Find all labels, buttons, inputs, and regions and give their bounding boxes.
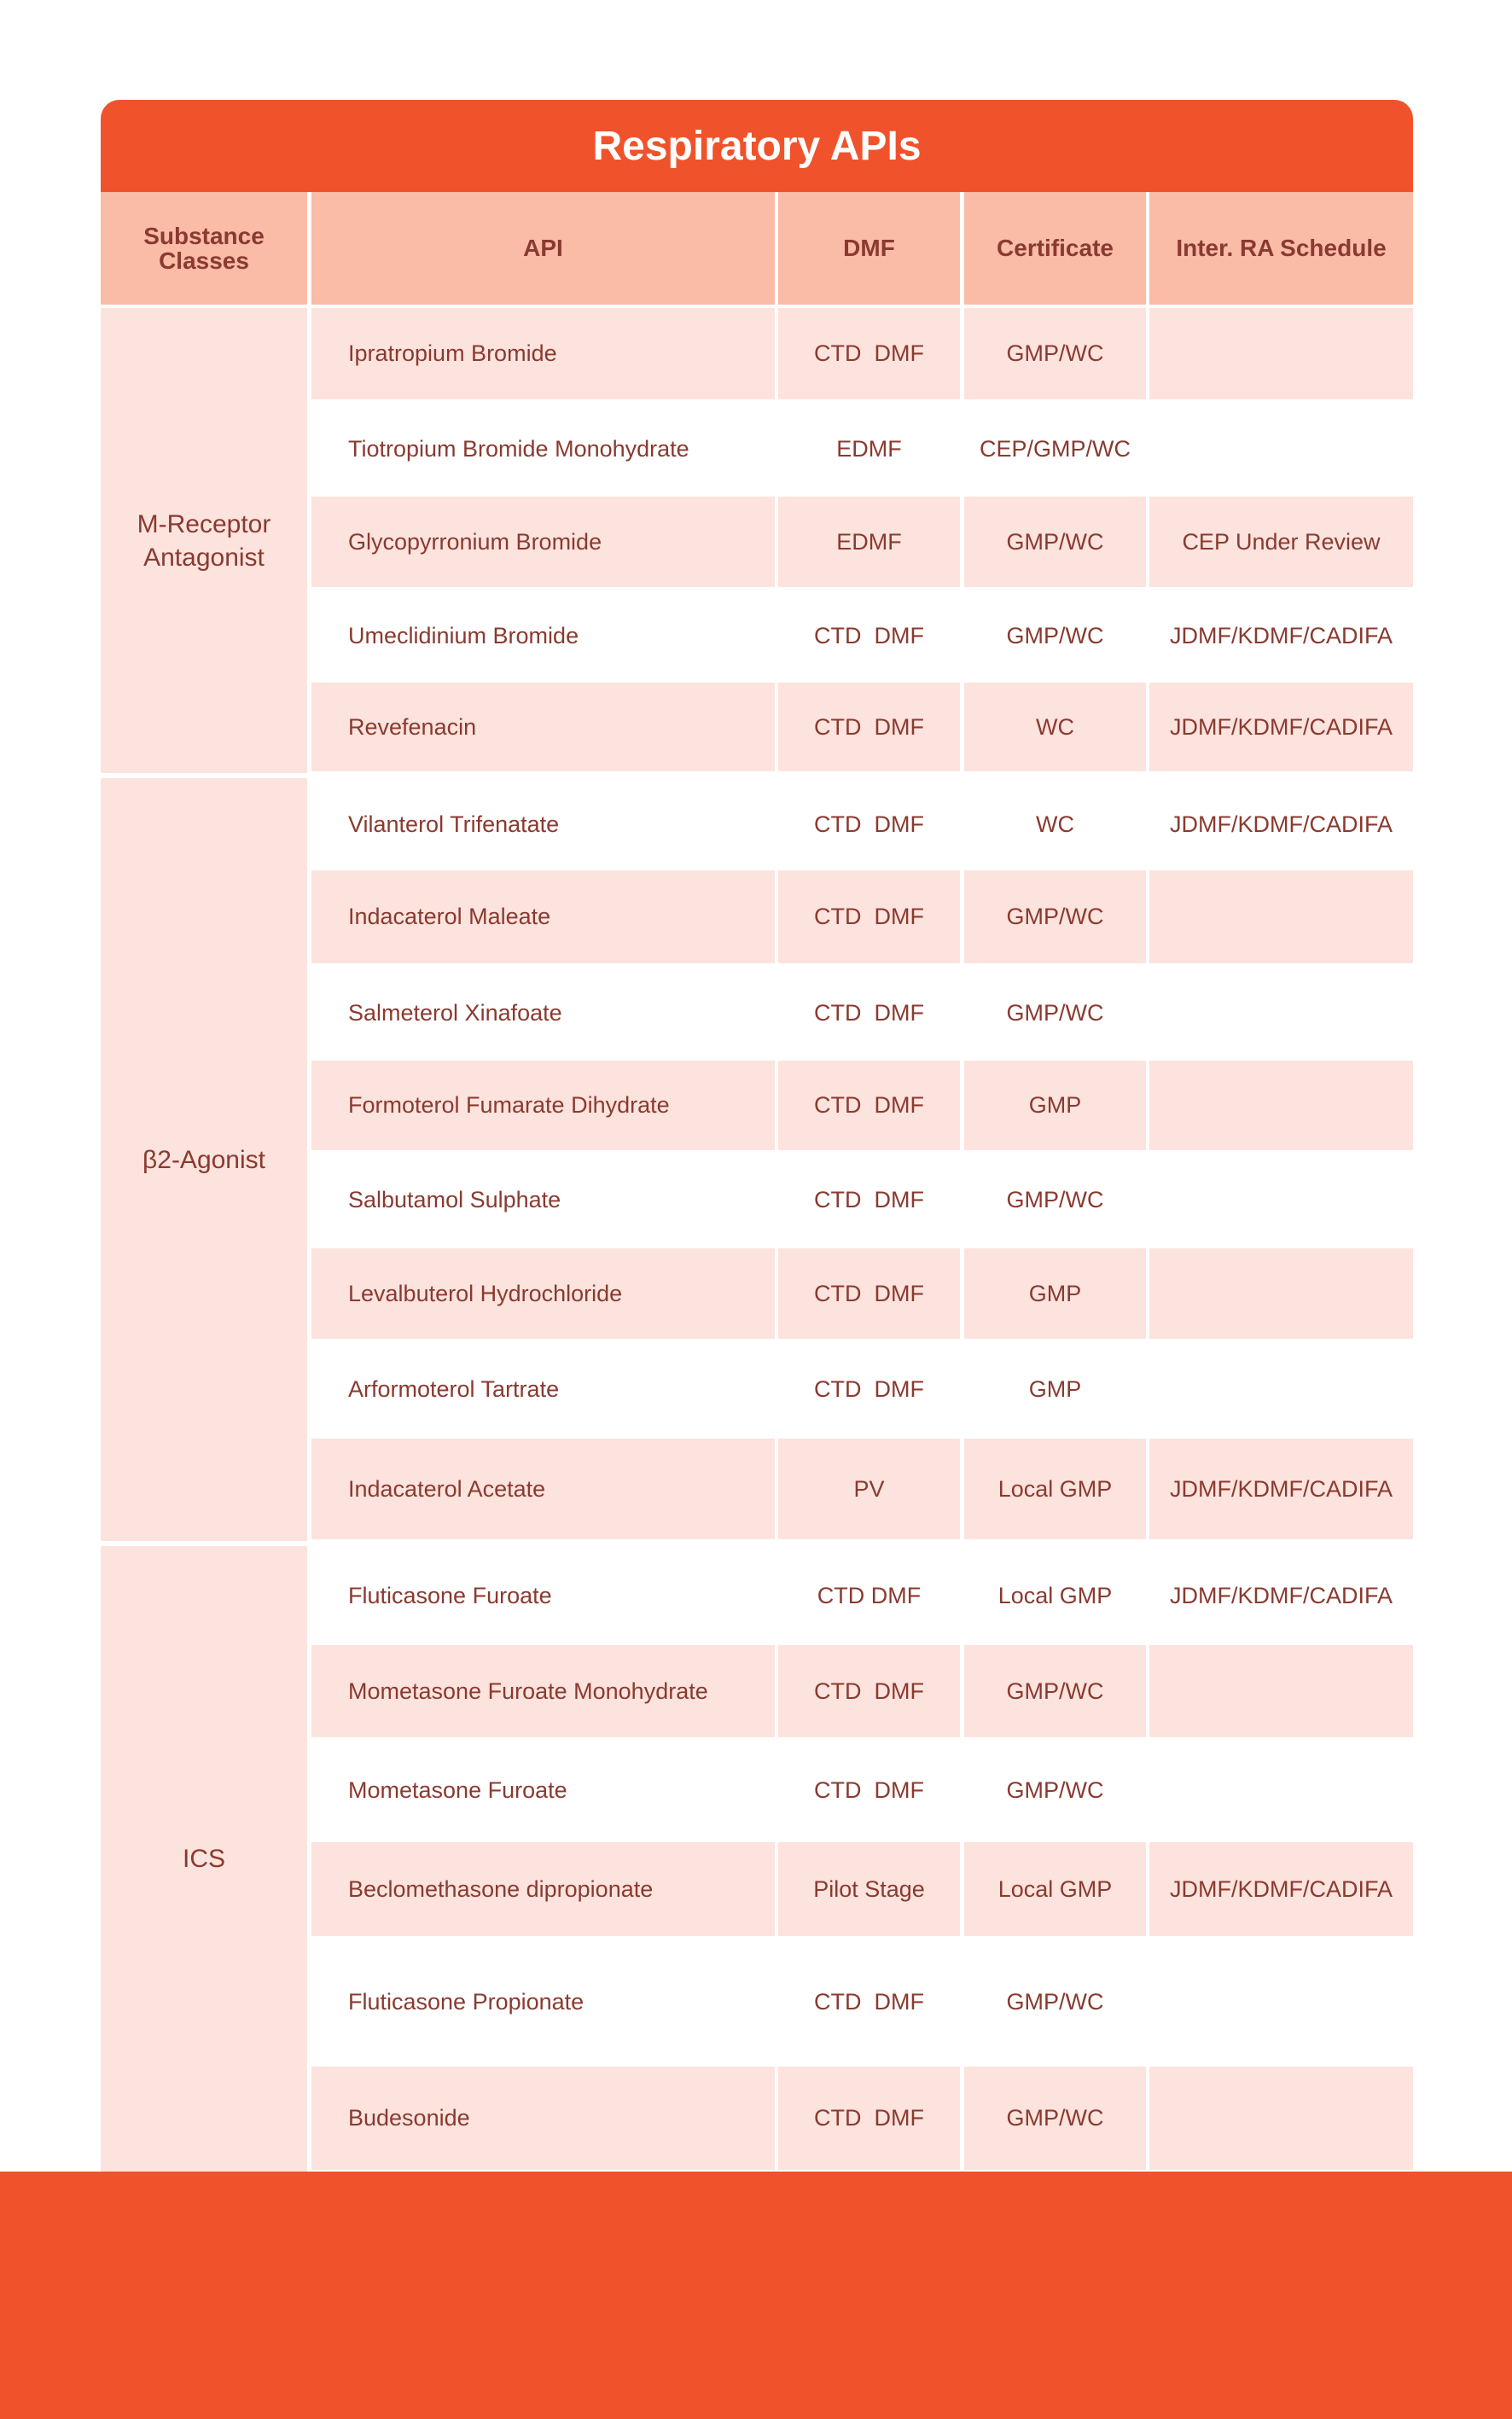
api-cell: Indacaterol Maleate	[311, 870, 775, 963]
table-row	[311, 2067, 1413, 2170]
ra-schedule-cell	[1149, 1645, 1413, 1737]
dmf-cell: CTD DMF	[778, 1061, 960, 1150]
dmf-cell: EDMF	[836, 435, 902, 462]
ra-schedule-cell: JDMF/KDMF/CADIFA	[1170, 811, 1393, 837]
certificate-cell: GMP/WC	[964, 1645, 1146, 1737]
footer-band	[0, 2172, 1512, 2419]
certificate-cell: GMP	[1028, 1376, 1082, 1402]
ra-schedule-cell	[1149, 1938, 1413, 2067]
ra-schedule-cell: JDMF/KDMF/CADIFA	[1149, 1439, 1413, 1539]
dmf-cell: CTD DMF	[817, 1582, 922, 1608]
api-cell: Glycopyrronium Bromide	[311, 497, 775, 587]
ra-schedule-cell: JDMF/KDMF/CADIFA	[1149, 683, 1413, 771]
dmf-cell: PV	[778, 1439, 960, 1539]
dmf-cell: CTD DMF	[814, 1187, 924, 1212]
api-cell: Salbutamol Sulphate	[348, 1187, 561, 1212]
table-row	[311, 1739, 1413, 1842]
api-cell: Fluticasone Propionate	[348, 1989, 584, 2015]
certificate-cell: GMP/WC	[1006, 1989, 1104, 2015]
certificate-cell: GMP/WC	[964, 2067, 1146, 2170]
header-ra-schedule: Inter. RA Schedule	[1149, 192, 1413, 305]
certificate-cell: CEP/GMP/WC	[979, 435, 1131, 462]
api-cell: Mometasone Furoate	[348, 1777, 567, 1803]
api-cell: Indacaterol Acetate	[311, 1439, 775, 1539]
table-row	[311, 1938, 1413, 2067]
certificate-cell: GMP/WC	[964, 497, 1146, 587]
ra-schedule-cell: JDMF/KDMF/CADIFA	[1170, 622, 1393, 648]
group-label: ICS	[182, 1845, 225, 1873]
table-row	[311, 1439, 1413, 1539]
group-ics	[101, 1546, 307, 2172]
api-cell: Salmeterol Xinafoate	[348, 999, 562, 1026]
table-row	[311, 1248, 1413, 1339]
ra-schedule-cell	[1149, 870, 1413, 963]
ra-schedule-cell: CEP Under Review	[1149, 497, 1413, 587]
table-row	[311, 778, 1413, 870]
header-dmf: DMF	[778, 192, 960, 305]
header-api: API	[311, 192, 775, 305]
ra-schedule-cell	[1149, 1340, 1413, 1439]
certificate-cell: GMP/WC	[1006, 1187, 1104, 1212]
table-row	[311, 683, 1413, 771]
dmf-cell: CTD DMF	[814, 1989, 924, 2015]
certificate-cell: GMP/WC	[1006, 999, 1104, 1026]
table-row	[311, 497, 1413, 587]
ra-schedule-cell	[1149, 1152, 1413, 1248]
ra-schedule-cell	[1149, 2067, 1413, 2170]
dmf-cell: CTD DMF	[778, 683, 960, 771]
certificate-cell: Local GMP	[964, 1842, 1146, 1936]
dmf-cell: CTD DMF	[814, 622, 924, 648]
dmf-cell: CTD DMF	[814, 811, 924, 837]
api-cell: Vilanterol Trifenatate	[348, 811, 560, 837]
dmf-cell: CTD DMF	[778, 870, 960, 963]
table-title: Respiratory APIs	[101, 100, 1413, 192]
dmf-cell: CTD DMF	[778, 1645, 960, 1737]
table-row	[311, 1340, 1413, 1439]
api-cell: Revefenacin	[311, 683, 775, 771]
header-substance-classes	[101, 192, 307, 305]
certificate-cell: GMP	[964, 1248, 1146, 1339]
ra-schedule-cell	[1149, 401, 1413, 497]
dmf-cell: CTD DMF	[814, 999, 924, 1026]
dmf-cell: CTD DMF	[778, 308, 960, 399]
ra-schedule-cell: JDMF/KDMF/CADIFA	[1149, 1842, 1413, 1936]
ra-schedule-cell: JDMF/KDMF/CADIFA	[1170, 1582, 1393, 1608]
certificate-cell: GMP/WC	[964, 308, 1146, 399]
api-cell: Umeclidinium Bromide	[348, 622, 579, 648]
table-row	[311, 1546, 1413, 1645]
certificate-cell: GMP/WC	[964, 870, 1146, 963]
dmf-cell: CTD DMF	[778, 1248, 960, 1339]
certificate-cell: GMP/WC	[1006, 622, 1104, 648]
ra-schedule-cell	[1149, 965, 1413, 1061]
api-cell: Fluticasone Furoate	[348, 1582, 552, 1608]
certificate-cell: GMP	[964, 1061, 1146, 1150]
group-label: M-Receptor Antagonist	[137, 509, 271, 572]
ra-schedule-cell	[1149, 1248, 1413, 1339]
table-row	[311, 308, 1413, 399]
table-row	[311, 870, 1413, 963]
ra-schedule-cell	[1149, 1061, 1413, 1150]
header-substance-classes-label: Substance Classes	[143, 222, 265, 274]
api-cell: Arformoterol Tartrate	[348, 1376, 560, 1402]
group-label: β2-Agonist	[142, 1145, 265, 1174]
table-row	[311, 965, 1413, 1061]
certificate-cell: Local GMP	[997, 1582, 1113, 1608]
certificate-cell: GMP/WC	[1006, 1777, 1104, 1803]
table-row	[311, 401, 1413, 497]
ra-schedule-cell	[1149, 308, 1413, 399]
dmf-cell: CTD DMF	[778, 2067, 960, 2170]
api-cell: Mometasone Furoate Monohydrate	[311, 1645, 775, 1737]
group-m-receptor-antagonist	[101, 308, 307, 773]
table-row	[311, 1152, 1413, 1248]
group-beta2-agonist	[101, 778, 307, 1541]
dmf-cell: CTD DMF	[814, 1376, 924, 1402]
dmf-cell: CTD DMF	[814, 1777, 924, 1803]
dmf-cell: EDMF	[778, 497, 960, 587]
api-cell: Formoterol Fumarate Dihydrate	[311, 1061, 775, 1150]
table-row	[311, 1061, 1413, 1150]
api-cell: Budesonide	[311, 2067, 775, 2170]
api-cell: Ipratropium Bromide	[311, 308, 775, 399]
dmf-cell: Pilot Stage	[778, 1842, 960, 1936]
header-certificate: Certificate	[964, 192, 1146, 305]
ra-schedule-cell	[1149, 1739, 1413, 1842]
api-cell: Levalbuterol Hydrochloride	[311, 1248, 775, 1339]
table-row	[311, 1842, 1413, 1936]
certificate-cell: Local GMP	[964, 1439, 1146, 1539]
api-cell: Tiotropium Bromide Monohydrate	[348, 435, 689, 462]
certificate-cell: WC	[964, 683, 1146, 771]
certificate-cell: WC	[1036, 811, 1074, 837]
api-cell: Beclomethasone dipropionate	[311, 1842, 775, 1936]
table-row	[311, 1645, 1413, 1737]
table-row	[311, 589, 1413, 683]
